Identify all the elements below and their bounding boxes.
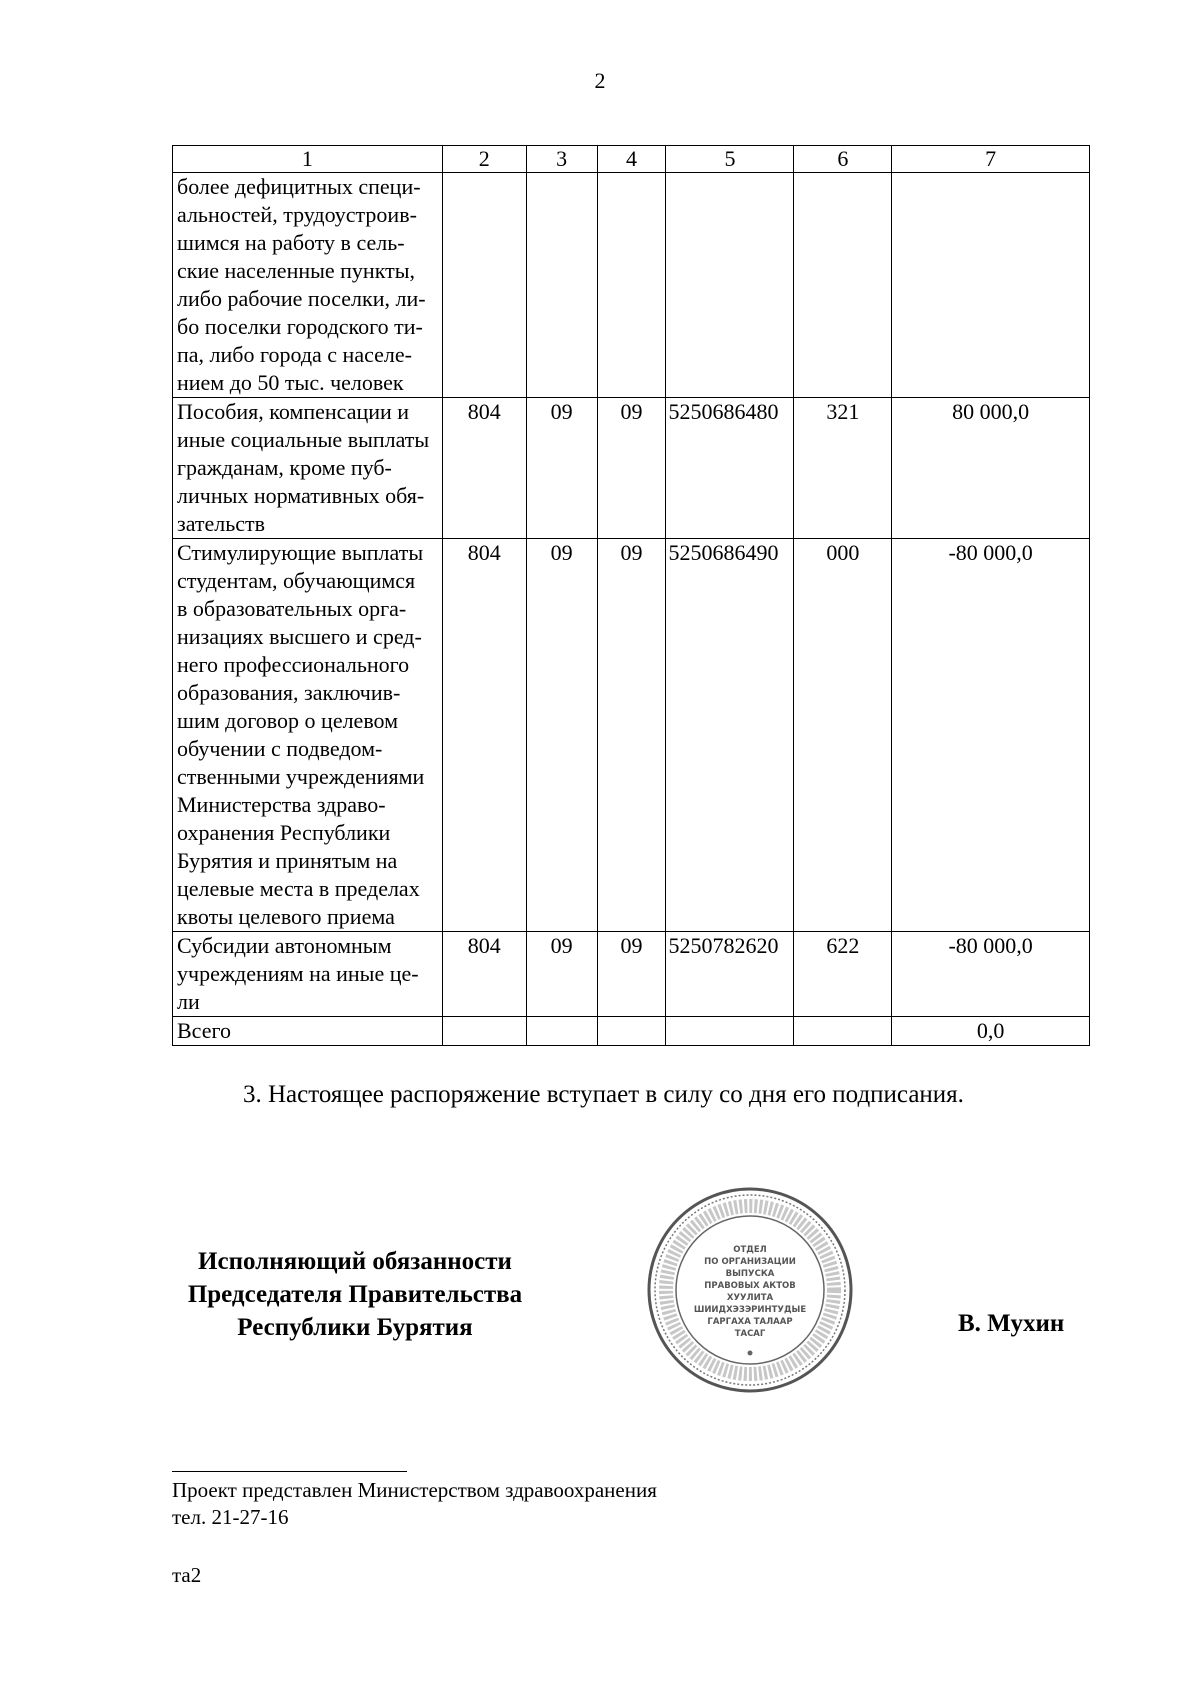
- seal-text-line: ТАСАГ: [734, 1329, 766, 1339]
- col-header: 3: [526, 146, 597, 173]
- col-header: 7: [892, 146, 1090, 173]
- row-name: [173, 539, 443, 932]
- signatory-position: [160, 1245, 550, 1344]
- seal-text-line: ОТДЕЛ: [733, 1245, 767, 1255]
- col-header: 4: [597, 146, 666, 173]
- row-name-line: обучении с подведом-: [177, 736, 383, 761]
- table-row: [173, 398, 1090, 539]
- cell-amount: 80 000,0: [892, 398, 1090, 539]
- row-name-line: Бурятия и принятым на: [177, 848, 398, 873]
- row-name-line: Субсидии автономным: [177, 933, 392, 958]
- cell-amount: -80 000,0: [892, 932, 1090, 1017]
- table-total-row: [173, 1017, 1090, 1046]
- cell-target-article: 5250782620: [666, 932, 794, 1017]
- cell-section: 09: [526, 539, 597, 932]
- cell-expense-type: [794, 173, 892, 398]
- seal-text-line: ХУУЛИТА: [726, 1293, 774, 1303]
- position-line: Исполняющий обязанности: [198, 1248, 512, 1275]
- seal-text-line: ПРАВОВЫХ АКТОВ: [704, 1281, 796, 1291]
- cell-ministry: [442, 1017, 526, 1046]
- cell-target-article: [666, 1017, 794, 1046]
- cell-target-article: 5250686490: [666, 539, 794, 932]
- row-name-line: целевые места в пределах: [177, 876, 420, 901]
- row-name-line: образования, заключив-: [177, 680, 401, 705]
- cell-section: 09: [526, 932, 597, 1017]
- row-name-line: гражданам, кроме пуб-: [177, 455, 392, 480]
- row-name-line: охранения Республики: [177, 820, 391, 845]
- row-name-line: Стимулирующие выплаты: [177, 540, 424, 565]
- cell-amount: [892, 173, 1090, 398]
- cell-expense-type: 321: [794, 398, 892, 539]
- cell-ministry: 804: [442, 398, 526, 539]
- cell-target-article: 5250686480: [666, 398, 794, 539]
- col-header: 2: [442, 146, 526, 173]
- row-name-line: либо рабочие поселки, ли-: [177, 286, 426, 311]
- cell-ministry: [442, 173, 526, 398]
- seal-text-line: ПО ОРГАНИЗАЦИИ: [704, 1257, 796, 1267]
- seal-text-line: ВЫПУСКА: [725, 1269, 775, 1279]
- row-name-line: более дефицитных специ-: [177, 174, 421, 199]
- cell-target-article: [666, 173, 794, 398]
- row-name-line: него профессионального: [177, 652, 410, 677]
- col-header: 1: [173, 146, 443, 173]
- footnote-line: тел. 21-27-16: [172, 1505, 289, 1529]
- row-name-line: зательств: [177, 511, 266, 536]
- row-name-line: шим договор о целевом: [177, 708, 399, 733]
- table-row: [173, 173, 1090, 398]
- cell-expense-type: [794, 1017, 892, 1046]
- cell-subsection: 09: [597, 539, 666, 932]
- row-name-line: низациях высшего и сред-: [177, 624, 422, 649]
- row-name-line: в образовательных орга-: [177, 596, 407, 621]
- cell-subsection: [597, 1017, 666, 1046]
- seal-text-line: ГАРГАХА ТАЛААР: [707, 1317, 793, 1327]
- row-name-line: шимся на работу в сель-: [177, 230, 405, 255]
- footnote-divider: [172, 1471, 407, 1472]
- budget-table: [172, 145, 1090, 1046]
- cell-section: 09: [526, 398, 597, 539]
- cell-expense-type: 000: [794, 539, 892, 932]
- col-header: 5: [666, 146, 794, 173]
- row-name-line: ские населенные пункты,: [177, 258, 416, 283]
- cell-subsection: 09: [597, 398, 666, 539]
- table-row: [173, 932, 1090, 1017]
- row-name-line: квоты целевого приема: [177, 904, 395, 929]
- seal-text-line: ШИИДХЭЗЭРИНТУДЫЕ: [693, 1305, 807, 1315]
- row-name-line: альностей, трудоустроив-: [177, 202, 417, 227]
- row-name: [173, 1017, 443, 1046]
- row-name-line: студентам, обучающимся: [177, 568, 416, 593]
- row-name-line: учреждениям на иные це-: [177, 961, 419, 986]
- row-name-line: Министерства здраво-: [177, 792, 386, 817]
- table-header-row: [173, 146, 1090, 173]
- cell-ministry: 804: [442, 539, 526, 932]
- col-header: 6: [794, 146, 892, 173]
- position-line: Председателя Правительства: [187, 1281, 523, 1308]
- cell-section: [526, 173, 597, 398]
- position-line: Республики Бурятия: [237, 1314, 473, 1341]
- page-number: 2: [594, 68, 606, 93]
- row-name-line: нием до 50 тыс. человек: [177, 370, 404, 395]
- row-name-line: ственными учреждениями: [177, 764, 425, 789]
- footnote: [172, 1477, 657, 1531]
- cell-amount: 0,0: [892, 1017, 1090, 1046]
- document-code-mark: та2: [172, 1563, 202, 1587]
- effective-clause: 3. Настоящее распоряжение вступает в силу со дня его подписания.: [243, 1081, 964, 1108]
- row-name-line: ли: [177, 989, 200, 1014]
- cell-subsection: [597, 173, 666, 398]
- row-name-line: Всего: [177, 1018, 231, 1043]
- row-name-line: Пособия, компенсации и: [177, 399, 410, 424]
- cell-subsection: 09: [597, 932, 666, 1017]
- row-name-line: па, либо города с населе-: [177, 342, 412, 367]
- cell-section: [526, 1017, 597, 1046]
- row-name: [173, 932, 443, 1017]
- cell-amount: -80 000,0: [892, 539, 1090, 932]
- row-name-line: личных нормативных обя-: [177, 483, 425, 508]
- row-name-line: бо поселки городского ти-: [177, 314, 423, 339]
- signer-name: В. Мухин: [958, 1310, 1065, 1337]
- row-name-line: иные социальные выплаты: [177, 427, 430, 452]
- cell-ministry: 804: [442, 932, 526, 1017]
- seal-dot: [748, 1351, 753, 1356]
- table-row: [173, 539, 1090, 932]
- official-seal-icon: [645, 1185, 855, 1395]
- row-name: [173, 173, 443, 398]
- footnote-line: Проект представлен Министерством здравоохранения: [172, 1478, 657, 1502]
- row-name: [173, 398, 443, 539]
- cell-expense-type: 622: [794, 932, 892, 1017]
